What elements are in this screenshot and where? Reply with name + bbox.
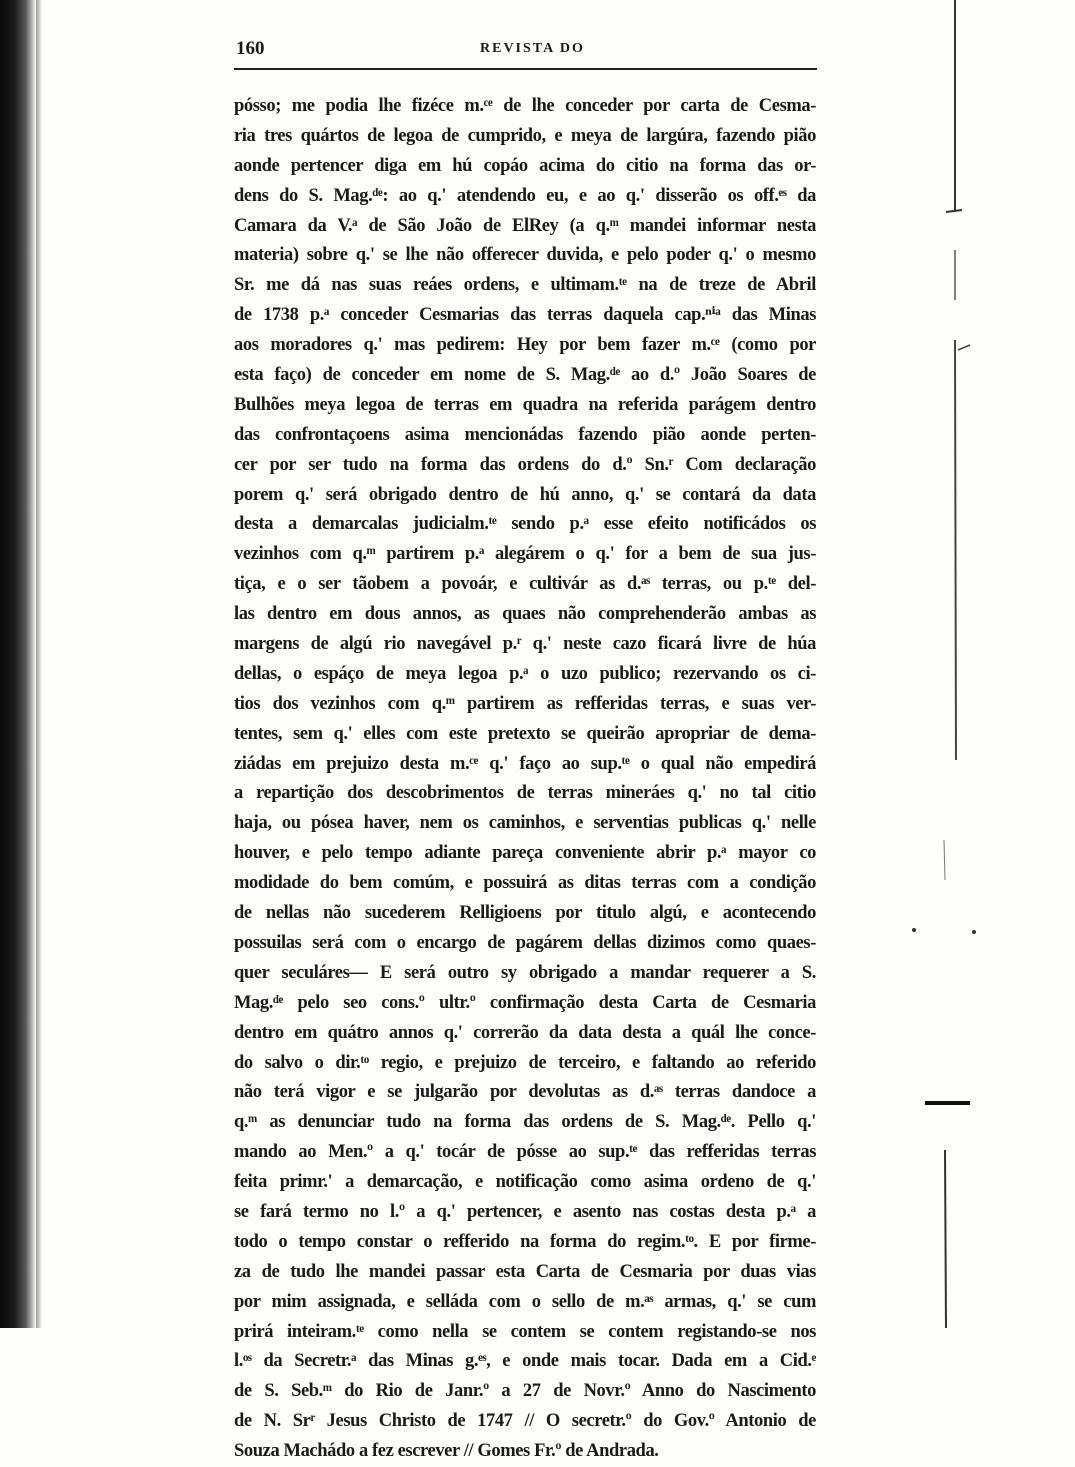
text-line: mando ao Men.º a q.' tocár de pósse ao sup.ᵗᵉ das refferidas terras bbox=[234, 1142, 816, 1163]
text-line: Camara da V.ᵃ de São João de ElRey (a q.ᵐ mandei informar nesta bbox=[234, 215, 816, 236]
text-line: ziádas em prejuizo desta m.ᶜᵉ q.' faço ao sup.ᵗᵉ o qual não empedirá bbox=[234, 753, 816, 774]
text-line: haja, ou pósea haver, nem os caminhos, e serventias publicas q.' nelle bbox=[234, 813, 816, 834]
text-line: houver, e pelo tempo adiante pareça conveniente abrir p.ᵃ mayor co bbox=[234, 843, 816, 864]
text-line: possuilas será com o encargo de pagárem dellas dizimos como quaes- bbox=[234, 932, 816, 953]
text-line: desta a demarcalas judicialm.ᵗᵉ sendo p.ᵃ esse efeito notificádos os bbox=[234, 514, 816, 535]
binding-shadow bbox=[36, 0, 42, 1328]
text-line: todo o tempo constar o refferido na forma do regim.ᵗᵒ. E por firme- bbox=[234, 1231, 816, 1252]
text-line: do salvo o dir.ᵗᵒ regio, e prejuizo de terceiro, e faltando ao referido bbox=[234, 1052, 816, 1073]
text-line: aonde pertencer diga em hú copáo acima do citio na forma das or- bbox=[234, 155, 816, 176]
text-line: feita primr.' a demarcação, e notificação como asima ordeno de q.' bbox=[234, 1172, 816, 1193]
text-line: cer por ser tudo na forma das ordens do d.º Sn.ʳ Com declaração bbox=[234, 454, 816, 475]
text-line: de 1738 p.ᵃ conceder Cesmarias das terras daquela cap.ⁿⁱᵃ das Minas bbox=[234, 305, 816, 326]
header-rule bbox=[234, 68, 817, 70]
text-line: Bulhões meya legoa de terras em quadra na referida parágem dentro bbox=[234, 394, 816, 415]
text-line: Mag.ᵈᵉ pelo seo cons.º ultr.º confirmação desta Carta de Cesmaria bbox=[234, 992, 816, 1013]
text-line: tentes, sem q.' elles com este pretexto se queirão apropriar de dema- bbox=[234, 723, 816, 744]
page-number: 160 bbox=[236, 38, 265, 59]
text-line: tios dos vezinhos com q.ᵐ partirem as refferidas terras, e suas ver- bbox=[234, 693, 816, 714]
body-text bbox=[234, 92, 816, 1467]
text-line: porem q.' será obrigado dentro de hú anno, q.' se contará da data bbox=[234, 484, 816, 505]
running-head: REVISTA DO bbox=[480, 41, 585, 56]
text-line: Sr. me dá nas suas reáes ordens, e ultimam.ᵗᵉ na de treze de Abril bbox=[234, 275, 816, 296]
text-line: ria tres quártos de legoa de cumprido, e meya de largúra, fazendo pião bbox=[234, 125, 816, 146]
text-line: de nellas não sucederem Relligioens por titulo algú, e acontecendo bbox=[234, 903, 816, 924]
text-line: a repartição dos descobrimentos de terras mineráes q.' no tal citio bbox=[234, 783, 816, 804]
text-line: tiça, e o ser tãobem a povoár, e cultivár as d.ᵃˢ terras, ou p.ᵗᵉ del- bbox=[234, 574, 816, 595]
text-line: Souza Machádo a fez escrever // Gomes Fr.º de Andrada. bbox=[234, 1441, 659, 1462]
text-line: dellas, o espáço de meya legoa p.ᵃ o uzo publico; rezervando os ci- bbox=[234, 663, 816, 684]
text-line: por mim assignada, e selláda com o sello de m.ᵃˢ armas, q.' se cum bbox=[234, 1291, 816, 1312]
text-line: esta faço) de conceder em nome de S. Mag.ᵈᵉ ao d.º João Soares de bbox=[234, 365, 816, 386]
text-line: pósso; me podia lhe fizéce m.ᶜᵉ de lhe conceder por carta de Cesma- bbox=[234, 96, 816, 116]
text-line: aos moradores q.' mas pedirem: Hey por bem fazer m.ᶜᵉ (como por bbox=[234, 335, 816, 356]
text-line: za de tudo lhe mandei passar esta Carta de Cesmaria por duas vias bbox=[234, 1261, 816, 1282]
text-line: não terá vigor e se julgarão por devolutas as d.ᵃˢ terras dandoce a bbox=[234, 1082, 816, 1103]
text-line: de S. Seb.ᵐ do Rio de Janr.º a 27 de Novr.º Anno do Nascimento bbox=[234, 1381, 816, 1402]
text-line: q.ᵐ as denunciar tudo na forma das ordens de S. Mag.ᵈᵉ. Pello q.' bbox=[234, 1112, 816, 1133]
text-line: quer seculáres— E será outro sy obrigado a mandar requerer a S. bbox=[234, 962, 816, 983]
text-line: das confrontaçoens asima mencionádas fazendo pião aonde perten- bbox=[234, 424, 816, 445]
text-line: l.ᵒˢ da Secretr.ᵃ das Minas g.ᵉˢ, e onde mais tocar. Dada em a Cid.ᵉ bbox=[234, 1351, 816, 1372]
text-line: materia) sobre q.' se lhe não offerecer duvida, e pelo poder q.' o mesmo bbox=[234, 245, 816, 266]
text-line: se fará termo no l.º a q.' pertencer, e asento nas costas desta p.ᵃ a bbox=[234, 1201, 816, 1222]
text-line: modidade do bem comúm, e possuirá as ditas terras com a condição bbox=[234, 873, 816, 894]
text-line: prirá inteiram.ᵗᵉ como nella se contem se contem registando-se nos bbox=[234, 1321, 816, 1342]
text-line: las dentro em dous annos, as quaes não comprehenderão ambas as bbox=[234, 604, 816, 625]
text-line: dens do S. Mag.ᵈᵉ: ao q.' atendendo eu, e ao q.' disserão os off.ᵉˢ da bbox=[234, 185, 816, 206]
margin-marks bbox=[900, 0, 1020, 1328]
text-line: de N. Srʳ Jesus Christo de 1747 // O secretr.º do Gov.º Antonio de bbox=[234, 1411, 816, 1432]
text-line: vezinhos com q.ᵐ partirem p.ᵃ alegárem o q.' for a bem de sua jus- bbox=[234, 544, 816, 565]
book-binding-edge bbox=[0, 0, 36, 1328]
text-line: dentro em quátro annos q.' correrão da data desta a quál lhe conce- bbox=[234, 1022, 816, 1043]
text-line: margens de algú rio navegável p.ʳ q.' neste cazo ficará livre de húa bbox=[234, 634, 816, 655]
